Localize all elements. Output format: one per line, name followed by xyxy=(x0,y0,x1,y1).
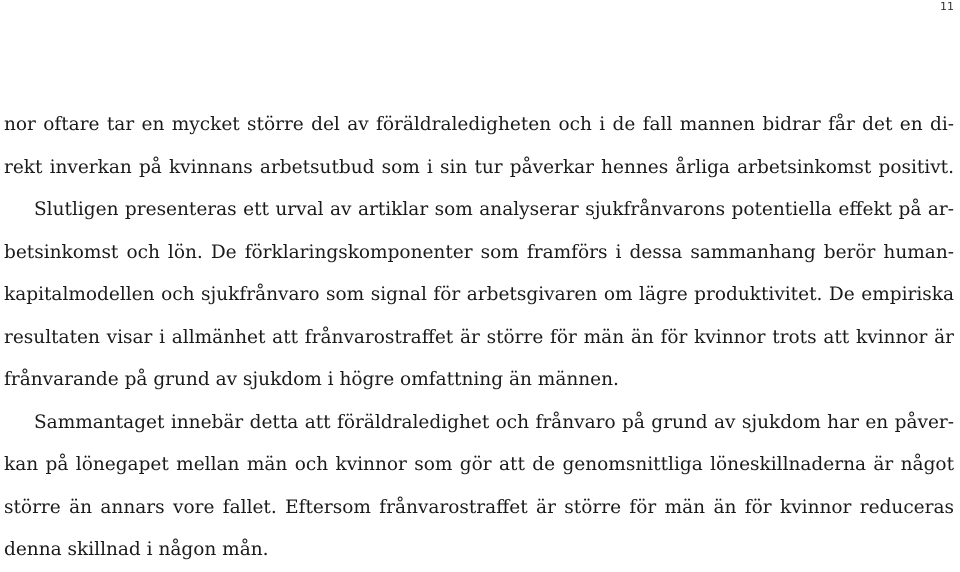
text-line: Slutligen presenteras ett urval av artiklar som analyserar sjukfrånvarons potentiella effekt på ar- xyxy=(34,199,954,220)
text-line: nor oftare tar en mycket större del av föräldraledigheten och i de fall mannen bidrar får det en di- xyxy=(4,114,954,135)
text-line: större än annars vore fallet. Eftersom frånvarostraffet är större för män än för kvinnor reduceras xyxy=(4,496,954,518)
text-line: betsinkomst och lön. De förklaringskomponenter som framförs i dessa sammanhang berör human- xyxy=(4,241,954,263)
text-line: Sammantaget innebär detta att föräldraledighet och frånvaro på grund av sjukdom har en påver- xyxy=(34,411,954,433)
text-line: frånvarande på grund av sjukdom i högre omfattning än männen. xyxy=(4,369,619,390)
text-line: kan på lönegapet mellan män och kvinnor som gör att de genomsnittliga löneskillnaderna är något xyxy=(4,454,954,475)
body-text xyxy=(4,104,954,572)
text-line: rekt inverkan på kvinnans arbetsutbud som i sin tur påverkar hennes årliga arbetsinkomst positivt. xyxy=(4,156,954,178)
page-number: 11 xyxy=(940,0,954,13)
text-line: denna skillnad i någon mån. xyxy=(4,539,269,560)
text-line: kapitalmodellen och sjukfrånvaro som signal för arbetsgivaren om lägre produktivitet. De empiriska xyxy=(4,284,954,305)
text-line: resultaten visar i allmänhet att frånvarostraffet är större för män än för kvinnor trots att kvinnor är xyxy=(4,326,954,348)
